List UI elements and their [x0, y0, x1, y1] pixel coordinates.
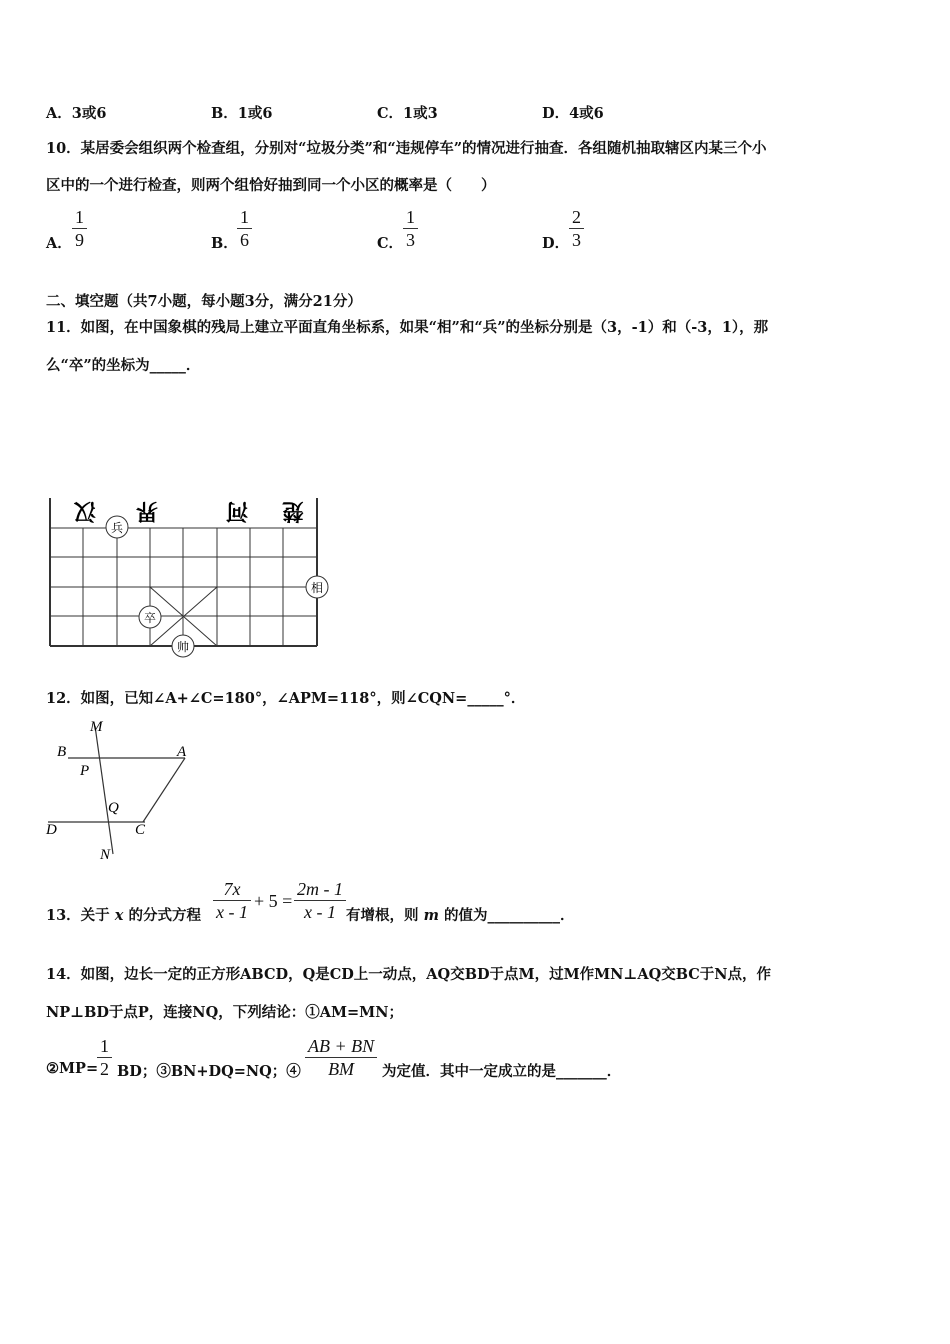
q13-text-start	[46, 904, 201, 925]
label-a: A	[177, 744, 187, 760]
q13-text-end	[346, 904, 574, 925]
q14-ratio-fraction	[305, 1035, 377, 1080]
q10-line1: 10．某居委会组织两个检查组，分别对“垃圾分类”和“违规停车”的情况进行抽查．各组随机抽取辖区内某三个小	[46, 140, 767, 157]
q9-option-c	[377, 102, 438, 123]
figure-lines	[48, 726, 185, 854]
piece-shuai-label: 帅	[176, 640, 190, 654]
q12-text: 12．如图，已知∠A+∠C=180°，∠APM=118°，则∠CQN=_____°．	[46, 690, 526, 707]
option-letter: B．	[211, 105, 238, 122]
fraction-numerator: 1	[75, 207, 84, 227]
river-text-chu: 楚	[281, 499, 304, 524]
q10-option-d-fraction	[569, 206, 584, 251]
option-letter: D．	[542, 105, 570, 122]
option-text: 1或6	[237, 105, 273, 122]
q10-option-d-letter: D．	[542, 235, 570, 252]
label-b: B	[57, 744, 67, 760]
piece-bing	[106, 516, 128, 538]
q13-suffix2: 的值为__________．	[443, 907, 575, 924]
label-p: P	[80, 763, 90, 779]
fraction-numerator: 7x	[223, 879, 241, 899]
q11-line1: 11．如图，在中国象棋的残局上建立平面直角坐标系，如果“相”和“兵”的坐标分别是（3，-1）和（-3，1），那	[46, 319, 769, 336]
fraction-denominator: 9	[75, 230, 84, 250]
section-header: 二、填空题（共7小题，每小题3分，满分21分）	[46, 293, 362, 310]
q14-conclusion2-prefix: ②MP=	[46, 1060, 99, 1077]
fraction-numerator: 1	[100, 1036, 109, 1056]
q13-fraction-left	[213, 878, 251, 923]
option-text: 4或6	[569, 105, 604, 122]
label-q: Q	[108, 800, 119, 816]
q14-half-fraction	[97, 1035, 112, 1080]
q10-option-b-letter: B．	[211, 235, 238, 252]
option-text: 3或6	[71, 105, 107, 122]
river-text-jie: 界	[135, 499, 158, 524]
q13-suffix1: 有增根，则	[346, 907, 419, 924]
q10-option-a-fraction	[72, 206, 87, 251]
fraction-denominator: 3	[572, 230, 581, 250]
q13-prefix: 13．关于	[46, 907, 110, 924]
piece-zu	[139, 606, 161, 628]
piece-zu-label: 卒	[143, 611, 157, 625]
fraction-denominator: 3	[406, 230, 415, 250]
q13-variable-x: x	[114, 907, 124, 924]
piece-bing-label: 兵	[110, 521, 124, 535]
fraction-denominator: 6	[240, 230, 249, 250]
river-text-han: 汉	[73, 499, 96, 524]
q14-conclusion-middle: BD；③BN+DQ=NQ；④	[117, 1063, 301, 1080]
fraction-denominator: BM	[328, 1059, 355, 1079]
fraction-numerator: AB + BN	[308, 1036, 375, 1056]
fraction-numerator: 2	[572, 207, 581, 227]
q10-line2: 区中的一个进行检查，则两个组恰好抽到同一个小区的概率是（ ）	[46, 177, 496, 194]
q14-tail: 为定值．其中一定成立的是_______．	[382, 1063, 622, 1080]
q10-option-a-letter: A．	[46, 235, 72, 252]
river-text-he: 河	[225, 499, 248, 524]
q11-line2: 么“卒”的坐标为_____．	[46, 357, 201, 374]
piece-shuai	[172, 635, 194, 657]
q9-option-a	[46, 102, 106, 123]
q9-option-d	[542, 102, 604, 123]
fraction-denominator: 2	[100, 1059, 109, 1079]
q12-geometry-figure	[40, 712, 210, 867]
figure-labels	[45, 719, 187, 863]
option-letter: A．	[46, 105, 72, 122]
q13-plus-equals: + 5 =	[254, 891, 293, 911]
label-m: M	[90, 719, 103, 735]
chess-board-figure	[40, 490, 340, 660]
q9-option-b	[211, 102, 272, 123]
label-d: D	[46, 822, 57, 838]
fraction-numerator: 1	[406, 207, 415, 227]
label-c: C	[135, 822, 146, 838]
q13-mid: 的分式方程	[128, 907, 201, 924]
q14-line1: 14．如图，边长一定的正方形ABCD，Q是CD上一动点，AQ交BD于点M，过M作MN⊥AQ交BC于N点，作	[46, 966, 772, 983]
piece-xiang	[306, 576, 328, 598]
q13-variable-m: m	[423, 907, 439, 924]
q10-option-c-fraction	[403, 206, 418, 251]
label-n: N	[100, 847, 111, 863]
fraction-numerator: 1	[240, 207, 249, 227]
option-text: 1或3	[403, 105, 438, 122]
fraction-denominator: x - 1	[304, 902, 336, 922]
option-letter: C．	[377, 105, 404, 122]
fraction-denominator: x - 1	[216, 902, 248, 922]
q10-option-b-fraction	[237, 206, 252, 251]
fraction-numerator: 2m - 1	[297, 879, 343, 899]
piece-xiang-label: 相	[310, 581, 324, 595]
q10-option-c-letter: C．	[377, 235, 404, 252]
q14-line2: NP⊥BD于点P，连接NQ，下列结论：①AM=MN；	[46, 1004, 403, 1021]
q13-fraction-right	[294, 878, 346, 923]
